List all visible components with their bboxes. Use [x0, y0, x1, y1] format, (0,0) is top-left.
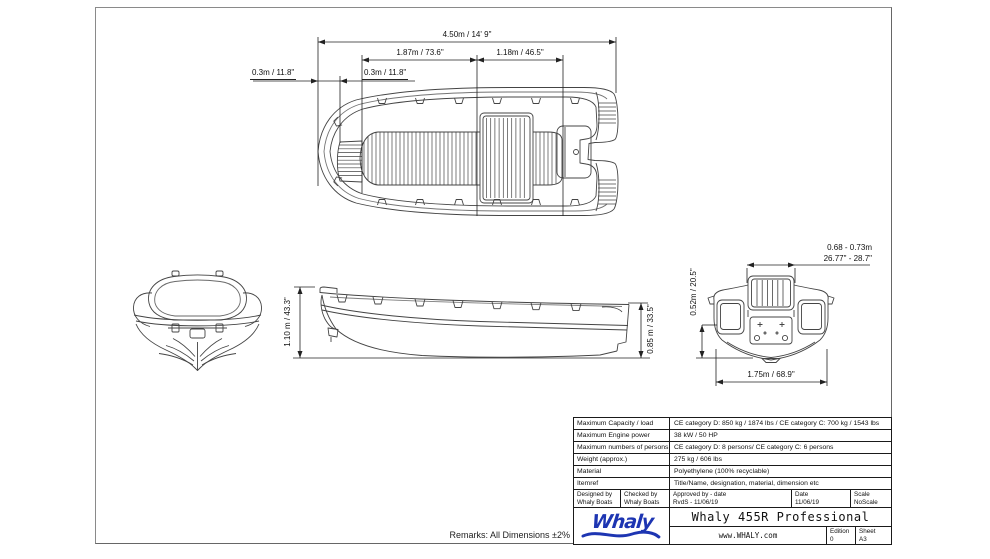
checked-by-cell: Checked by Whaly Boats	[621, 490, 670, 507]
dimension-arrows	[298, 40, 828, 385]
side-view	[320, 287, 629, 357]
table-row: Itemref Title/Name, designation, material, dimension etc	[574, 478, 891, 490]
dim-fwd-section: 1.87m / 73.6"	[396, 48, 444, 57]
whaly-logo	[574, 508, 670, 544]
designed-by-cell: Designed by Whaly Boats	[574, 490, 621, 507]
remarks-note: Remarks: All Dimensions ±2%	[449, 530, 570, 540]
top-view	[318, 88, 618, 216]
table-row: Maximum Capacity / load CE category D: 850 kg / 1874 lbs / CE category C: 700 kg / 1543 lbs	[574, 418, 891, 430]
table-row: Maximum numbers of persons CE category D: 8 persons/ CE category C: 6 persons	[574, 442, 891, 454]
drawing-title: Whaly 455R Professional	[670, 508, 891, 527]
scale-cell: Scale NoScale	[854, 491, 878, 506]
dim-well-width-m: 0.68 - 0.73m	[827, 243, 872, 252]
approved-by-cell: Approved by - date RvdS - 11/06/19	[670, 490, 792, 507]
dim-overall-length: 4.50m / 14' 9"	[442, 30, 492, 39]
dim-bow-offset-outer: 0.3m / 11.8"	[250, 68, 296, 80]
title-block	[574, 508, 891, 544]
table-row: Weight (approx.) 275 kg / 606 lbs	[574, 454, 891, 466]
approval-row	[574, 490, 891, 508]
edition-cell: Edition 0	[826, 527, 855, 544]
rear-view	[708, 276, 834, 363]
front-view	[133, 271, 261, 371]
table-row: Maximum Engine power 38 kW / 50 HP	[574, 430, 891, 442]
sheet-cell: Sheet A3	[855, 527, 891, 544]
website: www.WHALY.com	[718, 530, 778, 540]
dim-well-width-in: 26.77" - 28.7"	[823, 254, 872, 263]
dim-bow-offset-inner: 0.3m / 11.8"	[362, 68, 408, 80]
table-row: Material Polyethylene (100% recyclable)	[574, 466, 891, 478]
spec-table	[573, 417, 892, 545]
dim-beam: 1.75m / 68.9"	[747, 370, 795, 379]
dim-bow-height: 1.10 m / 43.3"	[283, 297, 292, 347]
whaly-logo-text: Whaly	[590, 510, 654, 533]
dim-stern-height: 0.85 m / 33.5"	[646, 304, 655, 354]
dim-transom-height: 0.52m / 20.5"	[689, 268, 698, 316]
dim-aft-section: 1.18m / 46.5"	[496, 48, 544, 57]
date-cell: Date 11/06/19	[792, 490, 851, 507]
